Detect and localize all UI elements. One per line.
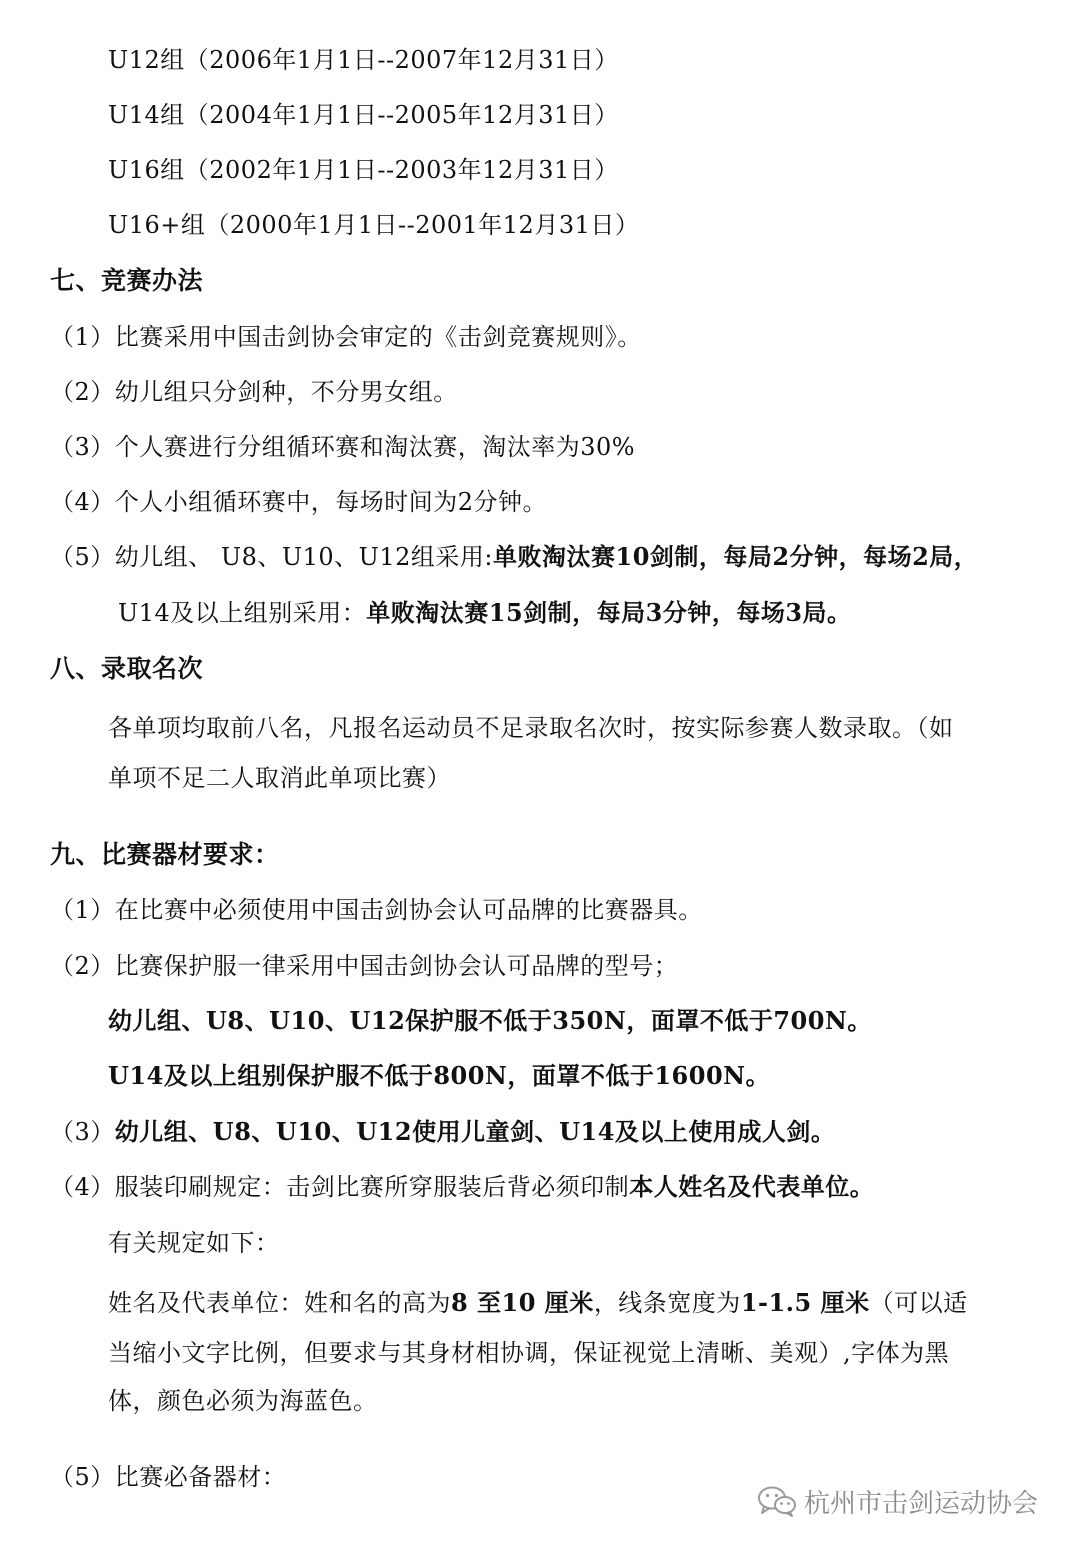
watermark-text: 杭州市击剑运动协会 (804, 1488, 1039, 1519)
section9-para-l1-c: ，线条宽度为 (593, 1289, 741, 1317)
section7-item2: （2）幼儿组只分剑种，不分男女组。 (50, 378, 458, 406)
section7-item5b-rule: 单败淘汰赛15剑制，每局3分钟，每场3局。 (366, 598, 852, 627)
section7-item1: （1）比赛采用中国击剑协会审定的《击剑竞赛规则》。 (50, 323, 642, 351)
age-group-u16plus: U16+组（2000年1月1日--2001年12月31日） (108, 211, 640, 239)
section9-para-l1-d: 1-1.5 厘米 (740, 1288, 870, 1317)
section9-item3-rule: 幼儿组、U8、U10、U12使用儿童剑、U14及以上使用成人剑。 (114, 1117, 836, 1146)
section8-heading: 八、录取名次 (50, 654, 204, 683)
section9-item4-para-line2: 当缩小文字比例，但要求与其身材相协调，保证视觉上清晰、美观）,字体为黑 (108, 1339, 950, 1367)
section7-item5-prefix: （5）幼儿组、 U8、U10、U12组采用: (50, 543, 494, 571)
section9-item5: （5）比赛必备器材： (50, 1463, 287, 1491)
section7-heading: 七、竞赛办法 (50, 266, 204, 295)
section9-item2-spec1-text: 幼儿组、U8、U10、U12保护服不低于350N，面罩不低于700N。 (108, 1006, 872, 1035)
wechat-icon (756, 1484, 798, 1518)
section9-item4-prefix: （4）服装印刷规定：击剑比赛所穿服装后背必须印制 (50, 1173, 630, 1201)
section7-item3: （3）个人赛进行分组循环赛和淘汰赛，淘汰率为30% (50, 433, 636, 461)
section7-item5b-prefix: U14及以上组别采用： (118, 599, 367, 627)
section8-para-line1: 各单项均取前八名，凡报名运动员不足录取名次时，按实际参赛人数录取。（如 (108, 714, 954, 742)
section9-item4-para-line1 (108, 1288, 968, 1318)
section9-para-l1-e: （可以适 (869, 1289, 968, 1317)
section9-item2-spec2-text: U14及以上组别保护服不低于800N，面罩不低于1600N。 (108, 1061, 771, 1090)
section9-heading: 九、比赛器材要求： (50, 840, 280, 869)
section7-item5b (118, 598, 852, 628)
section9-para-l1-b: 8 至10 厘米 (451, 1288, 594, 1317)
section9-para-l1-a: 姓名及代表单位：姓和名的高为 (108, 1289, 451, 1317)
section9-item3 (50, 1117, 835, 1147)
section8-para-line2: 单项不足二人取消此单项比赛） (108, 764, 451, 792)
section9-item2-spec1 (108, 1006, 872, 1036)
age-group-u12: U12组（2006年1月1日--2007年12月31日） (108, 46, 619, 74)
section9-item1: （1）在比赛中必须使用中国击剑协会认可品牌的比赛器具。 (50, 896, 703, 924)
section9-item3-prefix: （3） (50, 1118, 115, 1146)
section9-item4 (50, 1172, 874, 1202)
age-group-u14: U14组（2004年1月1日--2005年12月31日） (108, 101, 619, 129)
section9-item4-rule: 本人姓名及代表单位。 (629, 1172, 875, 1201)
section9-item4-sub: 有关规定如下： (108, 1229, 280, 1257)
age-group-u16: U16组（2002年1月1日--2003年12月31日） (108, 156, 619, 184)
section9-item2: （2）比赛保护服一律采用中国击剑协会认可品牌的型号； (50, 952, 679, 980)
section7-item5-rule: 单败淘汰赛10剑制，每局2分钟，每场2局， (493, 542, 979, 571)
section9-item4-para-line3: 体，颜色必须为海蓝色。 (108, 1387, 378, 1415)
section7-item4: （4）个人小组循环赛中，每场时间为2分钟。 (50, 488, 548, 516)
watermark (756, 1481, 1038, 1521)
section7-item5 (50, 542, 978, 572)
section9-item2-spec2 (108, 1061, 770, 1091)
